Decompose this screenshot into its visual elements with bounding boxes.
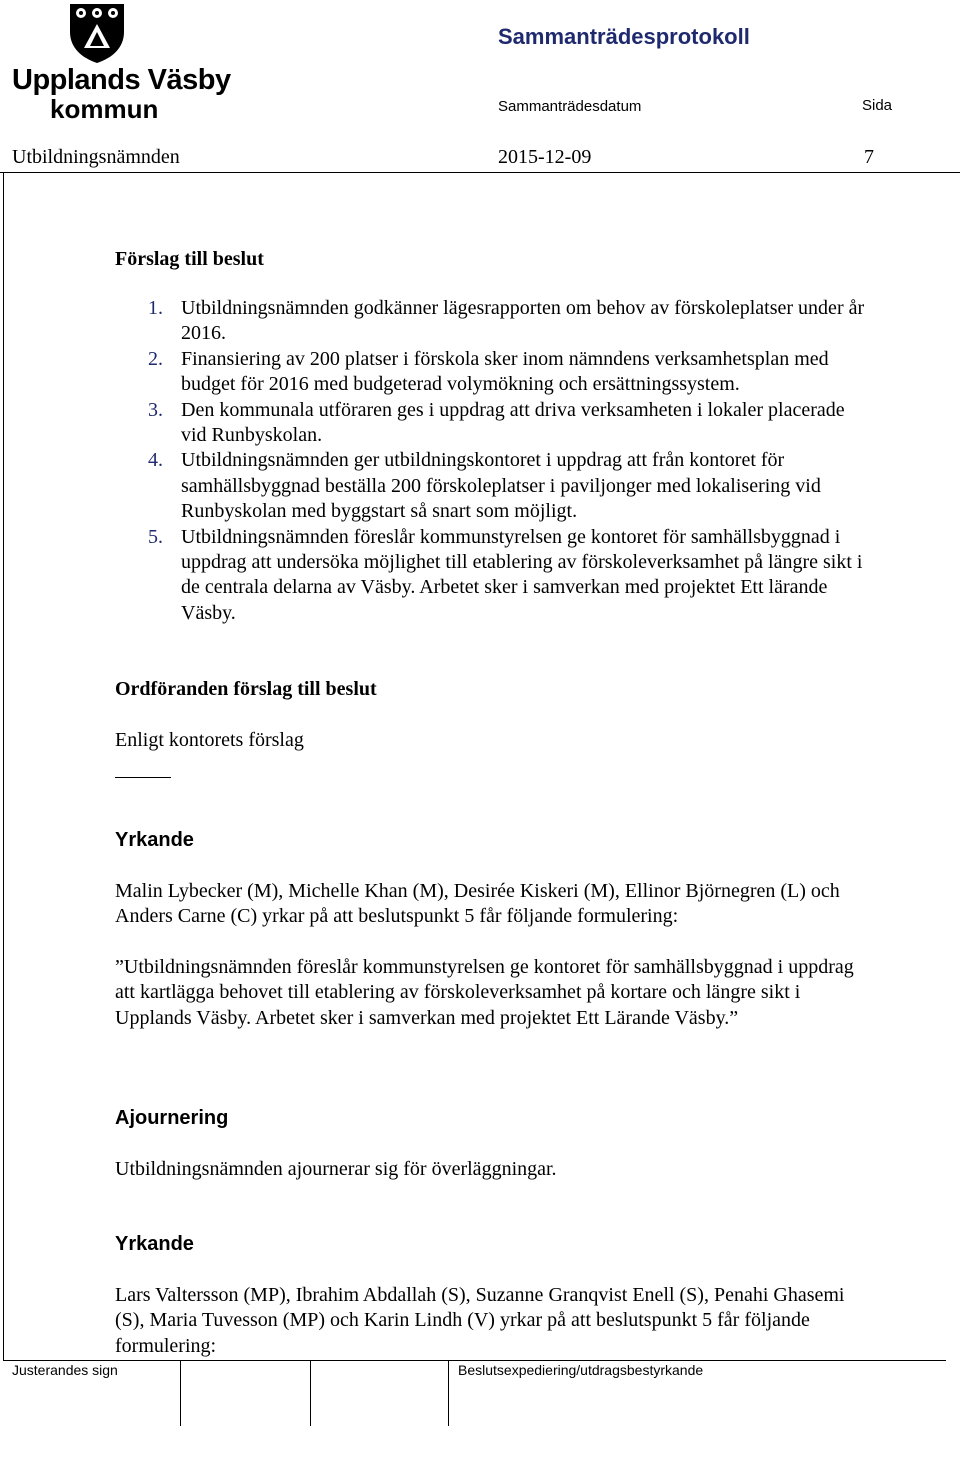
- list-item: 1. Utbildningsnämnden godkänner lägesrapporten om behov av förskoleplatser under år 2016.: [148, 297, 865, 345]
- short-separator: [115, 777, 171, 778]
- signature-label: Justerandes sign: [12, 1362, 118, 1378]
- signature-box-divider: [448, 1360, 449, 1426]
- logo-subtitle: kommun: [50, 94, 159, 124]
- signature-box-divider: [310, 1360, 311, 1426]
- proposal-list: [115, 296, 875, 626]
- logo-wordmark: Upplands Väsby: [12, 64, 231, 96]
- motion-heading: Yrkande: [115, 1233, 194, 1255]
- chair-proposal-text: Enligt kontorets förslag: [115, 729, 304, 751]
- page-label: Sida: [862, 97, 893, 114]
- left-margin-border: [3, 172, 4, 1360]
- list-item: 3. Den kommunala utföraren ges i uppdrag att driva verksamheten i lokaler placerade vid Runbyskolan.: [148, 398, 845, 447]
- municipality-crest-icon: [68, 2, 126, 64]
- meeting-date-label: Sammanträdesdatum: [498, 98, 642, 115]
- document-type-title: Sammanträdesprotokoll: [498, 24, 750, 49]
- committee-name: Utbildningsnämnden: [12, 146, 180, 168]
- header-divider: [0, 172, 960, 173]
- adjournment-text: Utbildningsnämnden ajournerar sig för överläggningar.: [115, 1158, 557, 1180]
- meeting-date: 2015-12-09: [498, 146, 592, 168]
- chair-proposal-heading: Ordföranden förslag till beslut: [115, 678, 377, 700]
- dispatch-label: Beslutsexpediering/utdragsbestyrkande: [458, 1362, 704, 1378]
- motion-text: Malin Lybecker (M), Michelle Khan (M), Desirée Kiskeri (M), Ellinor Björnegren (L) och Anders Carne (C) yrkar på att beslutspunkt 5 får följande formulering:: [115, 880, 840, 928]
- motion-heading: Yrkande: [115, 829, 194, 851]
- list-item: 5. Utbildningsnämnden föreslår kommunstyrelsen ge kontoret för samhällsbyggnad i uppdrag att undersöka möjlighet till etablering av förskoleverksamhet på längre sikt i de centrala delarna av Väsby. Arbetet sker i samverkan med projektet Ett lärande Väsby.: [148, 525, 863, 624]
- list-item: 4. Utbildningsnämnden ger utbildningskontoret i uppdrag att från kontoret för samhällsbyggnad beställa 200 förskoleplatser i paviljonger med lokalisering vid Runbyskolan med byggstart så snart som möjligt.: [148, 449, 821, 523]
- list-item: 2. Finansiering av 200 platser i förskola sker inom nämndens verksamhetsplan med budget för 2016 med budgeterad volymökning och ersättningssystem.: [148, 347, 829, 396]
- motion-quote: ”Utbildningsnämnden föreslår kommunstyrelsen ge kontoret för samhällsbyggnad i uppdrag att kartlägga behovet till etablering av förskoleverksamhet på kortare och längre sikt i Upplands Väsby. Arbetet sker i samverkan med projektet Ett Lärande Väsby.”: [115, 956, 854, 1029]
- motion-text: Lars Valtersson (MP), Ibrahim Abdallah (S), Suzanne Granqvist Enell (S), Penahi Ghasemi (S), Maria Tuvesson (MP) och Karin Lindh (V) yrkar på att beslutspunkt 5 får följande formulering:: [115, 1284, 845, 1357]
- adjournment-heading: Ajournering: [115, 1107, 229, 1129]
- page-number: 7: [864, 146, 874, 168]
- footer-divider: [3, 1360, 946, 1361]
- proposal-heading: Förslag till beslut: [115, 248, 264, 270]
- signature-box-divider: [180, 1360, 181, 1426]
